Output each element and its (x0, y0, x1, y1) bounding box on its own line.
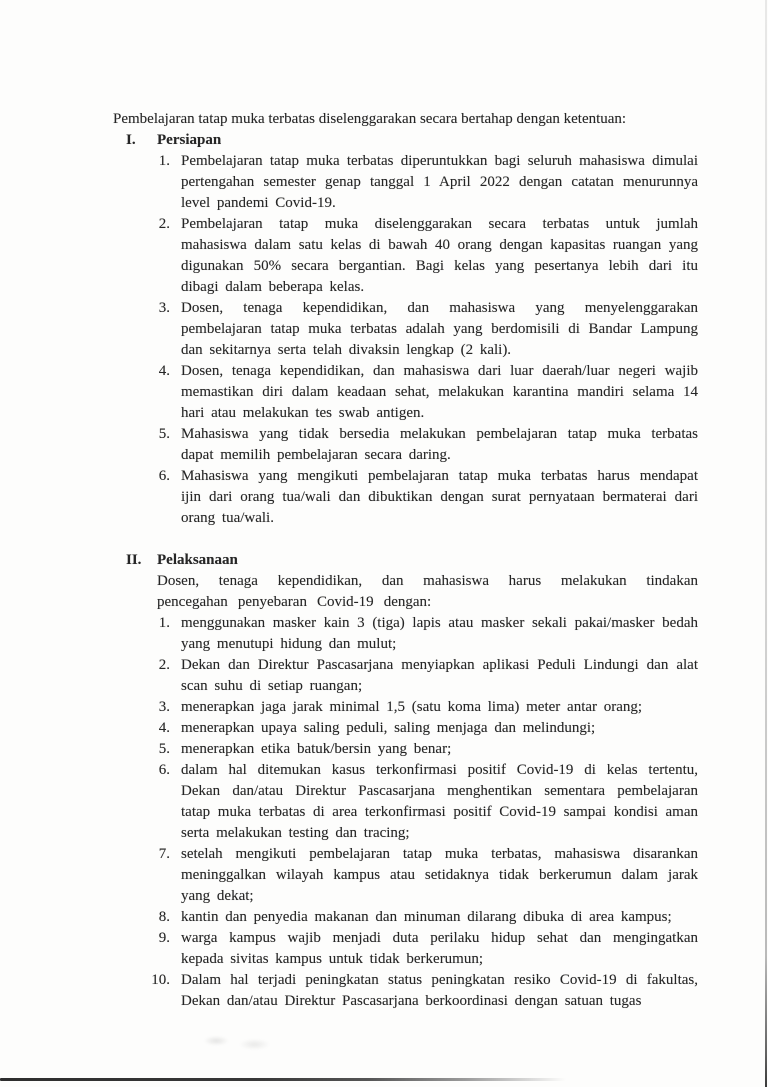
item-number: 1. (158, 615, 170, 631)
item-text: Mahasiswa yang mengikuti pembelajaran tatap muka terbatas harus mendapat ijin dari orang tua/wali dan dibuktikan dengan surat pernyataan bermaterai dari orang tua/wali. (181, 468, 698, 526)
item-number: 6. (158, 762, 170, 778)
item-text: dalam hal ditemukan kasus terkonfirmasi positif Covid-19 di kelas tertentu, Dekan dan/atau Direktur Pascasarjana menghentikan sementara pembelajaran tatap muka terbatas di area terkonfirmasi positif Covid-19 sampai kondisi aman serta melakukan testing dan tracing; (181, 762, 698, 841)
item-text: Mahasiswa yang tidak bersedia melakukan pembelajaran tatap muka terbatas dapat memilih pembelajaran secara daring. (181, 426, 698, 463)
list-item (159, 718, 698, 739)
item-text: menggunakan masker kain 3 (tiga) lapis atau masker sekali pakai/masker bedah yang menutupi hidung dan mulut; (181, 615, 698, 652)
item-text: setelah mengikuti pembelajaran tatap muka terbatas, mahasiswa disarankan meninggalkan wilayah kampus atau setidaknya tidak berkerumun dalam jarak yang dekat; (181, 846, 698, 904)
section-title: Pelaksanaan (157, 552, 238, 568)
item-number: 6. (158, 468, 170, 484)
item-text: kantin dan penyedia makanan dan minuman dilarang dibuka di area kampus; (181, 909, 672, 925)
item-number: 8. (158, 909, 170, 925)
item-text: menerapkan etika batuk/bersin yang benar; (181, 741, 452, 757)
item-text: menerapkan upaya saling peduli, saling menjaga dan melindungi; (181, 720, 596, 736)
numbered-list (159, 151, 698, 529)
section-heading (113, 550, 698, 571)
item-text: Dalam hal terjadi peningkatan status peningkatan resiko Covid-19 di fakultas, Dekan dan/atau Direktur Pascasarjana berkoordinasi dengan satuan tugas (181, 972, 698, 1009)
list-item (159, 424, 698, 466)
item-number: 10. (151, 972, 170, 988)
scan-edge-right-line (765, 0, 767, 1087)
scan-smudge (195, 1030, 280, 1054)
item-text: warga kampus wajib menjadi duta perilaku hidup sehat dan mengingatkan kepada sivitas kampus untuk tidak berkerumun; (181, 930, 698, 967)
section-lead: Dosen, tenaga kependidikan, dan mahasiswa harus melakukan tindakan pencegahan penyebaran Covid-19 dengan: (157, 573, 698, 610)
list-item (159, 361, 698, 424)
item-number: 4. (158, 363, 170, 379)
item-number: 4. (158, 720, 170, 736)
list-item (159, 655, 698, 697)
list-item (159, 214, 698, 298)
list-item (159, 844, 698, 907)
list-item (159, 151, 698, 214)
item-number: 5. (158, 741, 170, 757)
item-number: 7. (158, 846, 170, 862)
item-number: 9. (158, 930, 170, 946)
scan-edge-bottom-line (0, 1078, 566, 1081)
list-item (151, 970, 698, 1012)
item-number: 2. (158, 216, 170, 232)
list-item (159, 697, 698, 718)
list-item (159, 298, 698, 361)
item-text: Pembelajaran tatap muka terbatas diperuntukkan bagi seluruh mahasiswa dimulai pertengahan semester genap tanggal 1 April 2022 dengan catatan menurunnya level pandemi Covid-19. (181, 153, 698, 211)
item-number: 3. (158, 699, 170, 715)
numbered-list (151, 613, 698, 1012)
list-item (159, 928, 698, 970)
section-numeral: II. (126, 552, 142, 568)
intro-paragraph: Pembelajaran tatap muka terbatas diselenggarakan secara bertahap dengan ketentuan: (113, 111, 627, 127)
item-text: Dekan dan Direktur Pascasarjana menyiapkan aplikasi Peduli Lindungi dan alat scan suhu di setiap ruangan; (181, 657, 698, 694)
list-item (159, 907, 698, 928)
section-heading (113, 130, 698, 151)
section-title: Persiapan (157, 132, 222, 148)
document-body (113, 109, 698, 1012)
item-text: Pembelajaran tatap muka diselenggarakan secara terbatas untuk jumlah mahasiswa dalam satu kelas di bawah 40 orang dengan kapasitas ruangan yang digunakan 50% secara bergantian. Bagi kelas yang pesertanya lebih dari itu dibagi dalam beberapa kelas. (181, 216, 698, 295)
item-number: 5. (158, 426, 170, 442)
list-item (159, 466, 698, 529)
item-number: 3. (158, 300, 170, 316)
list-item (159, 613, 698, 655)
list-item (159, 739, 698, 760)
section-ii-pelaksanaan (113, 550, 698, 1012)
section-i-persiapan (113, 130, 698, 529)
item-text: Dosen, tenaga kependidikan, dan mahasiswa dari luar daerah/luar negeri wajib memastikan diri dalam keadaan sehat, melakukan karantina mandiri selama 14 hari atau melakukan tes swab antigen. (181, 363, 698, 421)
list-item (159, 760, 698, 844)
item-number: 1. (158, 153, 170, 169)
item-number: 2. (158, 657, 170, 673)
section-numeral: I. (126, 132, 136, 148)
item-text: menerapkan jaga jarak minimal 1,5 (satu koma lima) meter antar orang; (181, 699, 643, 715)
item-text: Dosen, tenaga kependidikan, dan mahasiswa yang menyelenggarakan pembelajaran tatap muka terbatas adalah yang berdomisili di Bandar Lampung dan sekitarnya serta telah divaksin lengkap (2 kali). (181, 300, 698, 358)
